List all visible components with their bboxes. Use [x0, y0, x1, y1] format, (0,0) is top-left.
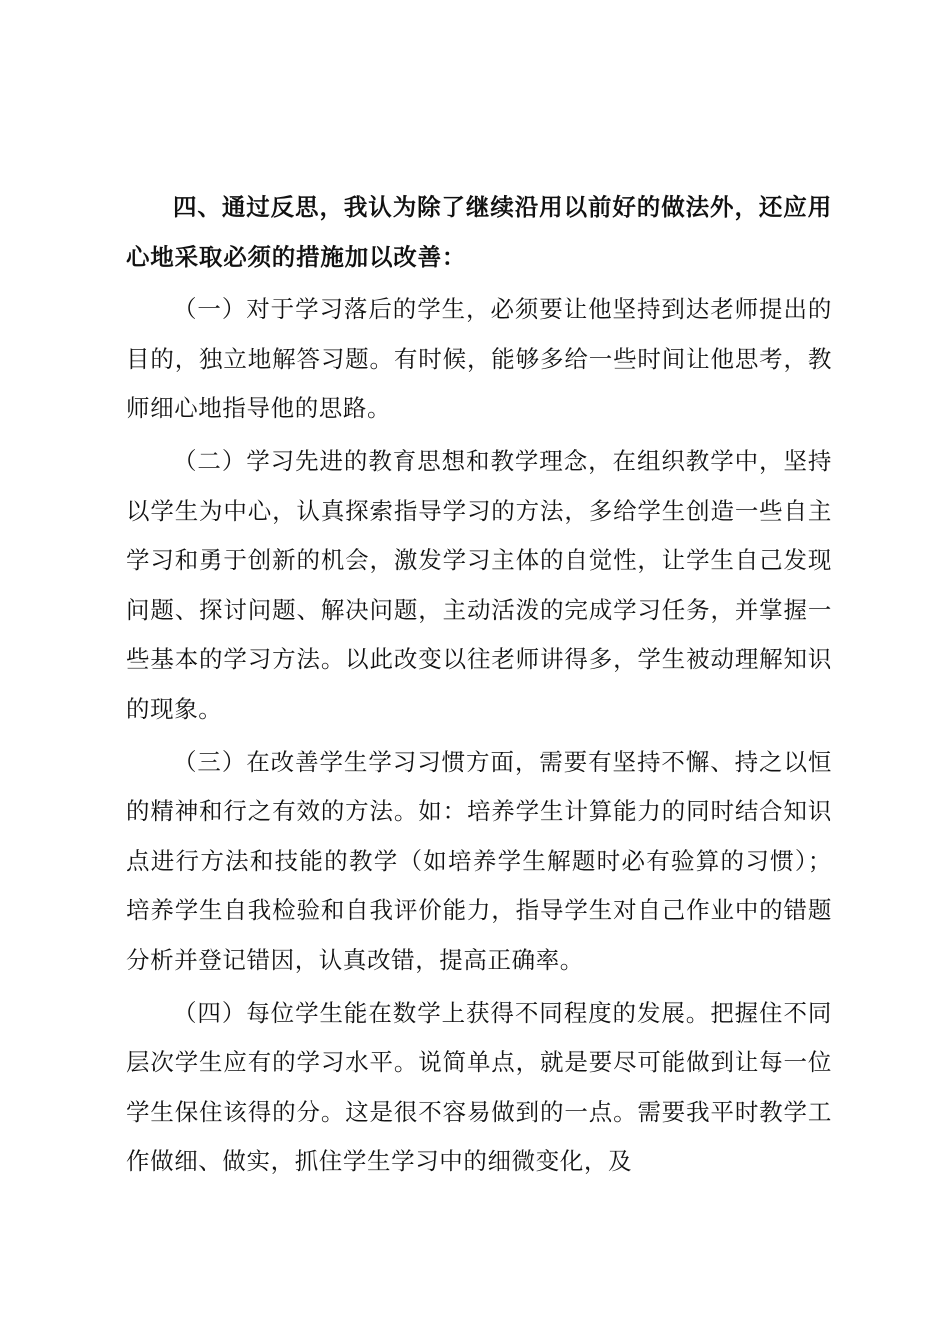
document-body: [126, 183, 832, 1187]
paragraph-item-2: （二）学习先进的教育思想和教学理念，在组织教学中，坚持以学生为中心，认真探索指导学习的方法，多给学生创造一些自主学习和勇于创新的机会，激发学习主体的自觉性，让学生自己发现问题、探讨问题、解决问题，主动活泼的完成学习任务，并掌握一些基本的学习方法。以此改变以往老师讲得多，学生被动理解知识的现象。: [126, 446, 832, 723]
section-heading-paragraph: 四、通过反思，我认为除了继续沿用以前好的做法外，还应用心地采取必须的措施加以改善：: [126, 193, 832, 271]
paragraph-item-1: （一）对于学习落后的学生，必须要让他坚持到达老师提出的目的，独立地解答习题。有时候，能够多给一些时间让他思考，教师细心地指导他的思路。: [126, 295, 832, 423]
paragraph-item-3: （三）在改善学生学习习惯方面，需要有坚持不懈、持之以恒的精神和行之有效的方法。如：培养学生计算能力的同时结合知识点进行方法和技能的教学（如培养学生解题时必有验算的习惯）；培养学生自我检验和自我评价能力，指导学生对自己作业中的错题分析并登记错因，认真改错，提高正确率。: [126, 747, 832, 974]
paragraph-item-4: （四）每位学生能在数学上获得不同程度的发展。把握住不同层次学生应有的学习水平。说简单点，就是要尽可能做到让每一位学生保住该得的分。这是很不容易做到的一点。需要我平时教学工作做细、做实，抓住学生学习中的细微变化，及: [126, 998, 832, 1176]
